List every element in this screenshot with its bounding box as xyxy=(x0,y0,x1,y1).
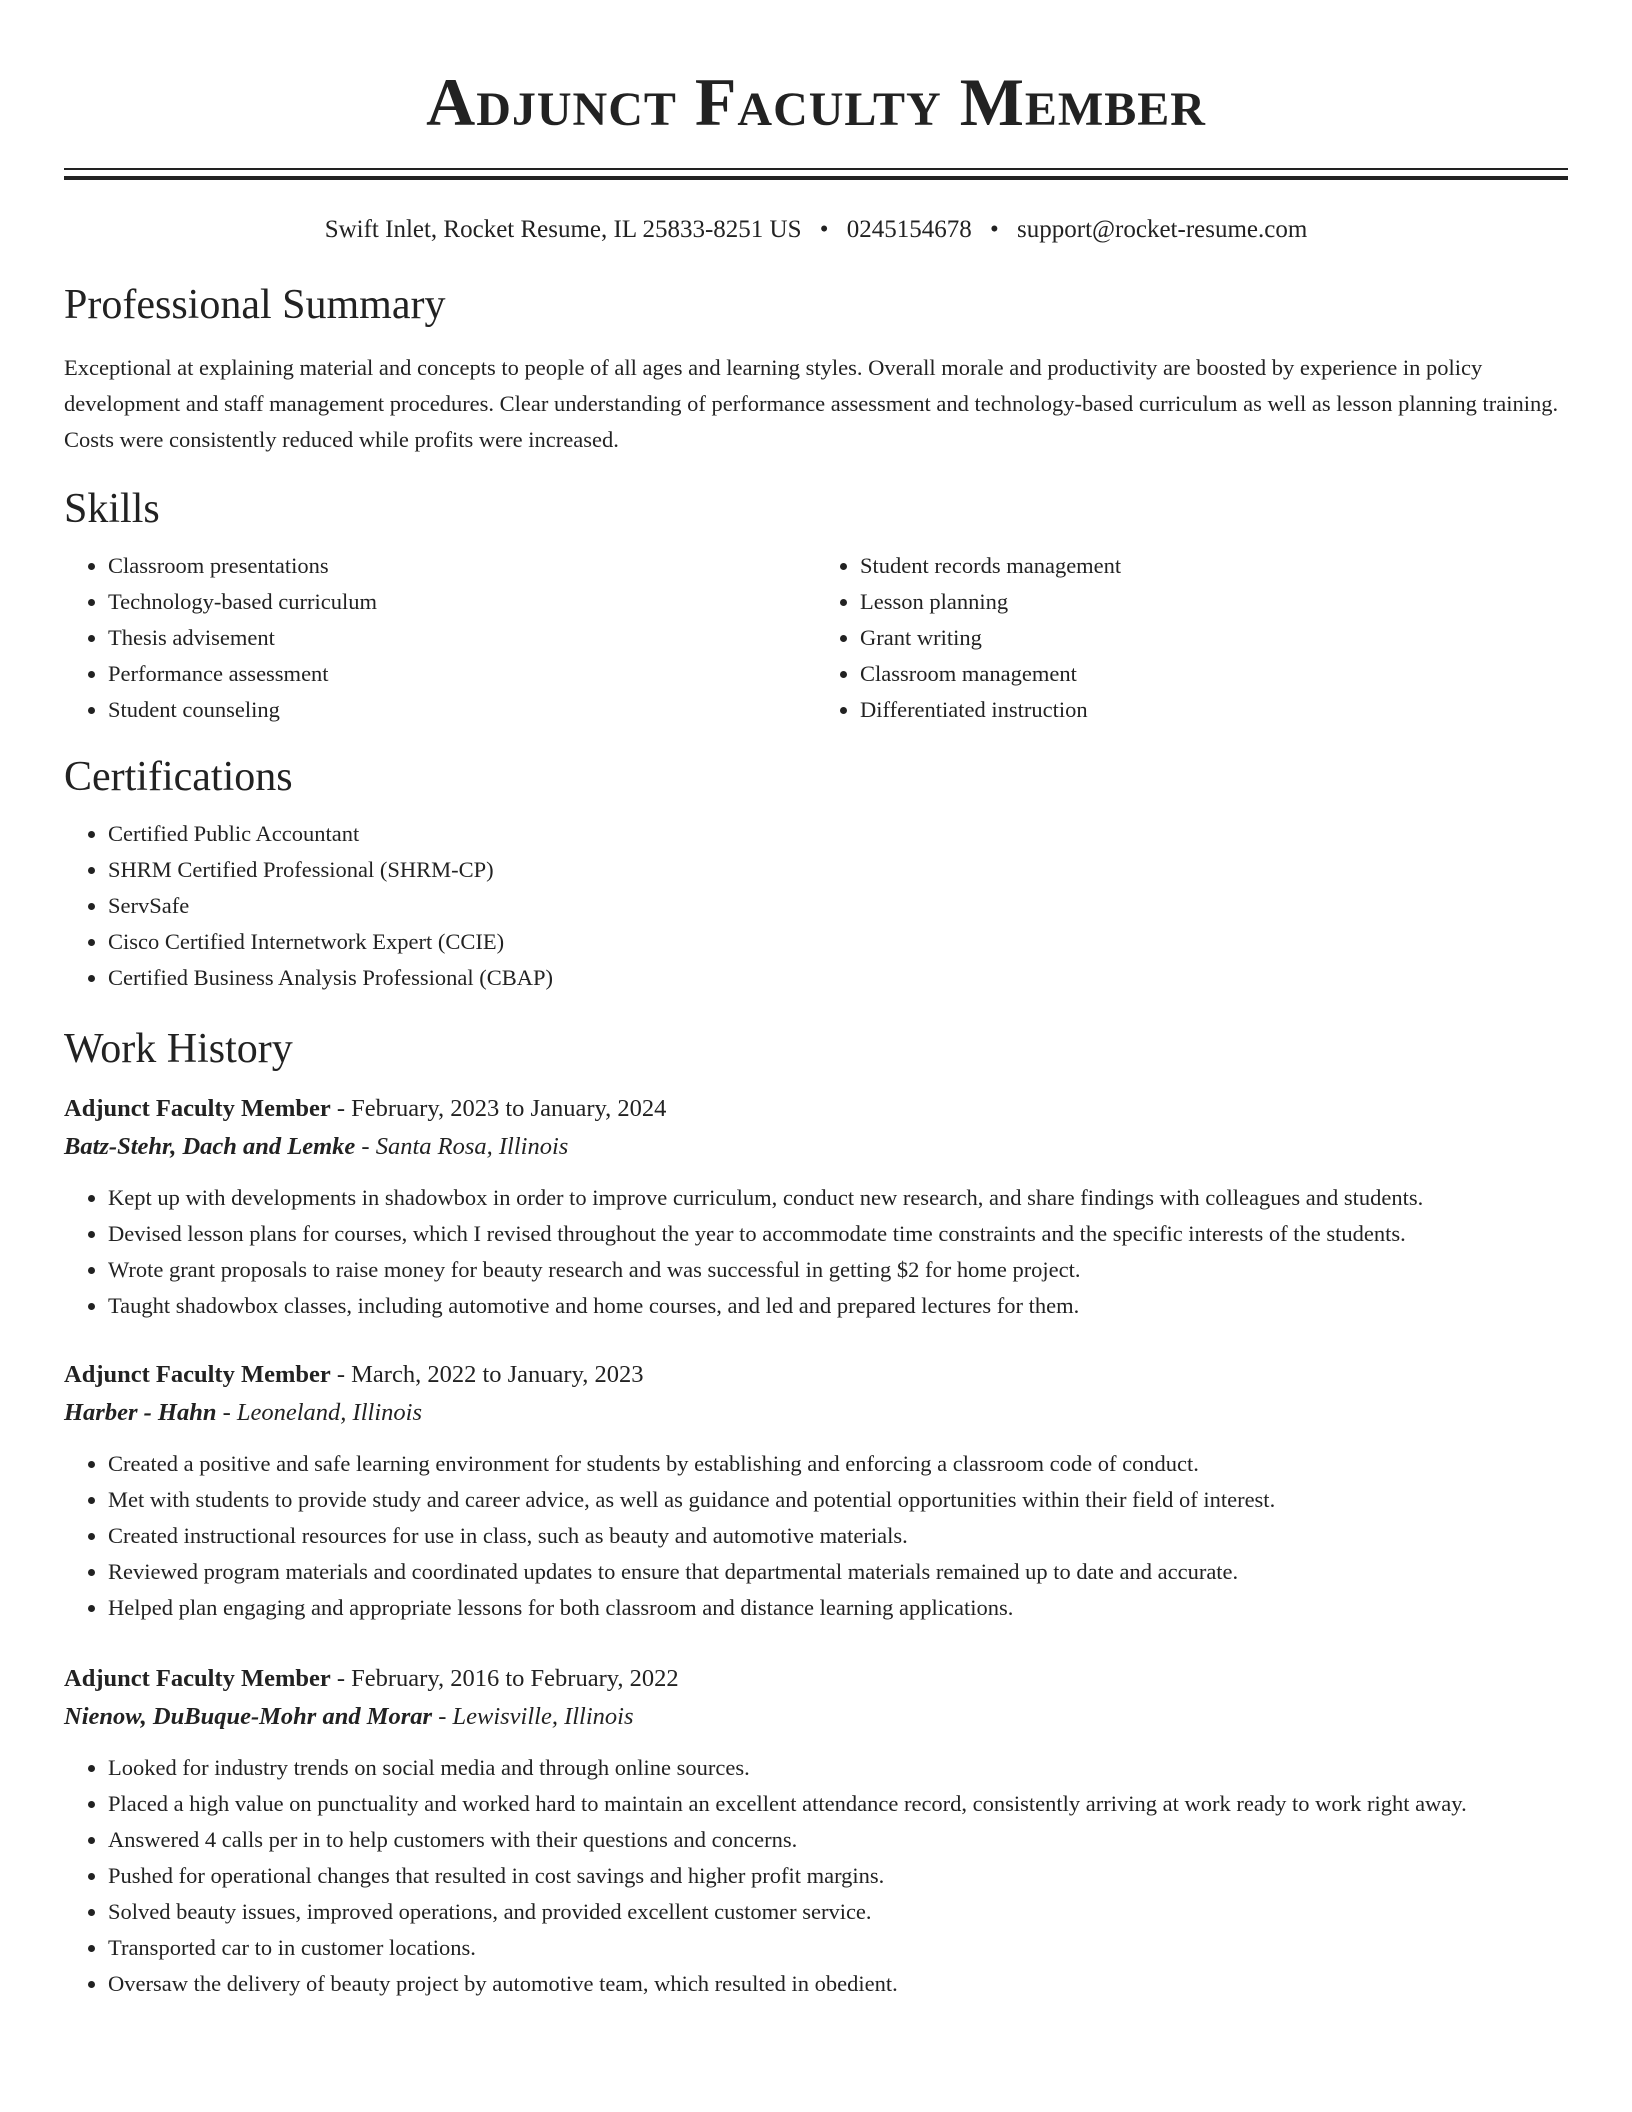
title-divider-thin xyxy=(64,168,1568,170)
job-header xyxy=(64,1090,1568,1128)
job-location: - Leoneland, Illinois xyxy=(216,1399,422,1426)
job-bullets xyxy=(64,1446,1568,1626)
contact-email[interactable]: support@rocket-resume.com xyxy=(1017,216,1308,243)
job-bullet: • Kept up with developments in shadowbox in order to improve curriculum, conduct new research, and share findings with colleagues and students. xyxy=(108,1180,1568,1216)
job-bullet: • Devised lesson plans for courses, which I revised throughout the year to accommodate time constraints and the specific interests of the students. xyxy=(108,1216,1568,1252)
certification-item: • SHRM Certified Professional (SHRM-CP) xyxy=(108,852,1568,888)
skills-grid xyxy=(64,548,1568,728)
job-header xyxy=(64,1660,1568,1698)
skill-item: • Student counseling xyxy=(108,692,816,728)
contact-separator: • xyxy=(990,216,999,243)
job-dates: - February, 2023 to January, 2024 xyxy=(330,1095,667,1122)
skill-item: • Grant writing xyxy=(860,620,1568,656)
job-bullet: • Created a positive and safe learning environment for students by establishing and enforcing a classroom code of conduct. xyxy=(108,1446,1568,1482)
skill-item: • Classroom presentations xyxy=(108,548,816,584)
certification-item: • Cisco Certified Internetwork Expert (CCIE) xyxy=(108,924,1568,960)
skills-heading: Skills xyxy=(64,486,160,532)
certifications-section xyxy=(64,752,1568,996)
skills-section xyxy=(64,484,1568,728)
work-history-section xyxy=(64,1024,1568,2002)
certifications-list xyxy=(64,816,1568,996)
summary-section xyxy=(64,280,1568,458)
job-bullet: • Helped plan engaging and appropriate lessons for both classroom and distance learning applications. xyxy=(108,1590,1568,1626)
job-employer xyxy=(64,1698,1568,1736)
skill-item: • Classroom management xyxy=(860,656,1568,692)
certifications-heading: Certifications xyxy=(64,754,293,800)
title-divider-thick xyxy=(64,176,1568,180)
skill-item: • Thesis advisement xyxy=(108,620,816,656)
job-employer xyxy=(64,1394,1568,1432)
job-bullet: • Created instructional resources for use in class, such as beauty and automotive materials. xyxy=(108,1518,1568,1554)
job-bullet: • Transported car to in customer locations. xyxy=(108,1930,1568,1966)
certification-item: • Certified Public Accountant xyxy=(108,816,1568,852)
contact-line xyxy=(64,214,1568,246)
job-bullets xyxy=(64,1750,1568,2002)
skill-item: • Technology-based curriculum xyxy=(108,584,816,620)
job-employer xyxy=(64,1128,1568,1166)
contact-separator: • xyxy=(819,216,829,243)
page-title: Adjunct Faculty Member xyxy=(426,64,1206,140)
job-entry xyxy=(64,1660,1568,2002)
job-location: - Santa Rosa, Illinois xyxy=(355,1133,569,1160)
summary-heading: Professional Summary xyxy=(64,282,446,328)
skills-list-right xyxy=(816,548,1568,728)
job-role: Adjunct Faculty Member xyxy=(64,1361,331,1388)
skill-item: • Performance assessment xyxy=(108,656,816,692)
job-entry xyxy=(64,1090,1568,1324)
job-role: Adjunct Faculty Member xyxy=(64,1095,331,1122)
work-history-heading: Work History xyxy=(64,1026,293,1072)
skill-item: • Lesson planning xyxy=(860,584,1568,620)
job-bullets xyxy=(64,1180,1568,1324)
summary-text: Exceptional at explaining material and concepts to people of all ages and learning styles. Overall morale and productivity are boosted by experience in policy development and staff management procedures. Clear understanding of performance assessment and technology-based curriculum as well as lesson planning training. Costs were consistently reduced while profits were increased. xyxy=(64,355,1559,452)
certification-item: • ServSafe xyxy=(108,888,1568,924)
job-bullet: • Answered 4 calls per in to help customers with their questions and concerns. xyxy=(108,1822,1568,1858)
job-bullet: • Wrote grant proposals to raise money for beauty research and was successful in getting $2 for home project. xyxy=(108,1252,1568,1288)
job-dates: - February, 2016 to February, 2022 xyxy=(330,1665,679,1692)
job-bullet: • Taught shadowbox classes, including automotive and home courses, and led and prepared lectures for them. xyxy=(108,1288,1568,1324)
skill-item: • Student records management xyxy=(860,548,1568,584)
job-company: Batz-Stehr, Dach and Lemke xyxy=(64,1133,356,1160)
job-bullet: • Met with students to provide study and career advice, as well as guidance and potential opportunities within their field of interest. xyxy=(108,1482,1568,1518)
job-company: Harber - Hahn xyxy=(64,1399,217,1426)
job-bullet: • Pushed for operational changes that resulted in cost savings and higher profit margins. xyxy=(108,1858,1568,1894)
job-bullet: • Oversaw the delivery of beauty project by automotive team, which resulted in obedient. xyxy=(108,1966,1568,2002)
skills-list-left xyxy=(64,548,816,728)
contact-phone: 0245154678 xyxy=(846,216,972,243)
job-entry xyxy=(64,1356,1568,1626)
certification-item: • Certified Business Analysis Professional (CBAP) xyxy=(108,960,1568,996)
resume-page xyxy=(64,0,1568,2002)
job-bullet: • Reviewed program materials and coordinated updates to ensure that departmental materials remained up to date and accurate. xyxy=(108,1554,1568,1590)
contact-address: Swift Inlet, Rocket Resume, IL 25833-8251 US xyxy=(324,216,802,243)
job-dates: - March, 2022 to January, 2023 xyxy=(330,1361,644,1388)
job-bullet: • Solved beauty issues, improved operations, and provided excellent customer service. xyxy=(108,1894,1568,1930)
skill-item: • Differentiated instruction xyxy=(860,692,1568,728)
job-location: - Lewisville, Illinois xyxy=(432,1703,634,1730)
job-header xyxy=(64,1356,1568,1394)
job-bullet: • Looked for industry trends on social media and through online sources. xyxy=(108,1750,1568,1786)
job-bullet: • Placed a high value on punctuality and worked hard to maintain an excellent attendance record, consistently arriving at work ready to work right away. xyxy=(108,1786,1568,1822)
job-role: Adjunct Faculty Member xyxy=(64,1665,331,1692)
job-company: Nienow, DuBuque-Mohr and Morar xyxy=(64,1703,433,1730)
